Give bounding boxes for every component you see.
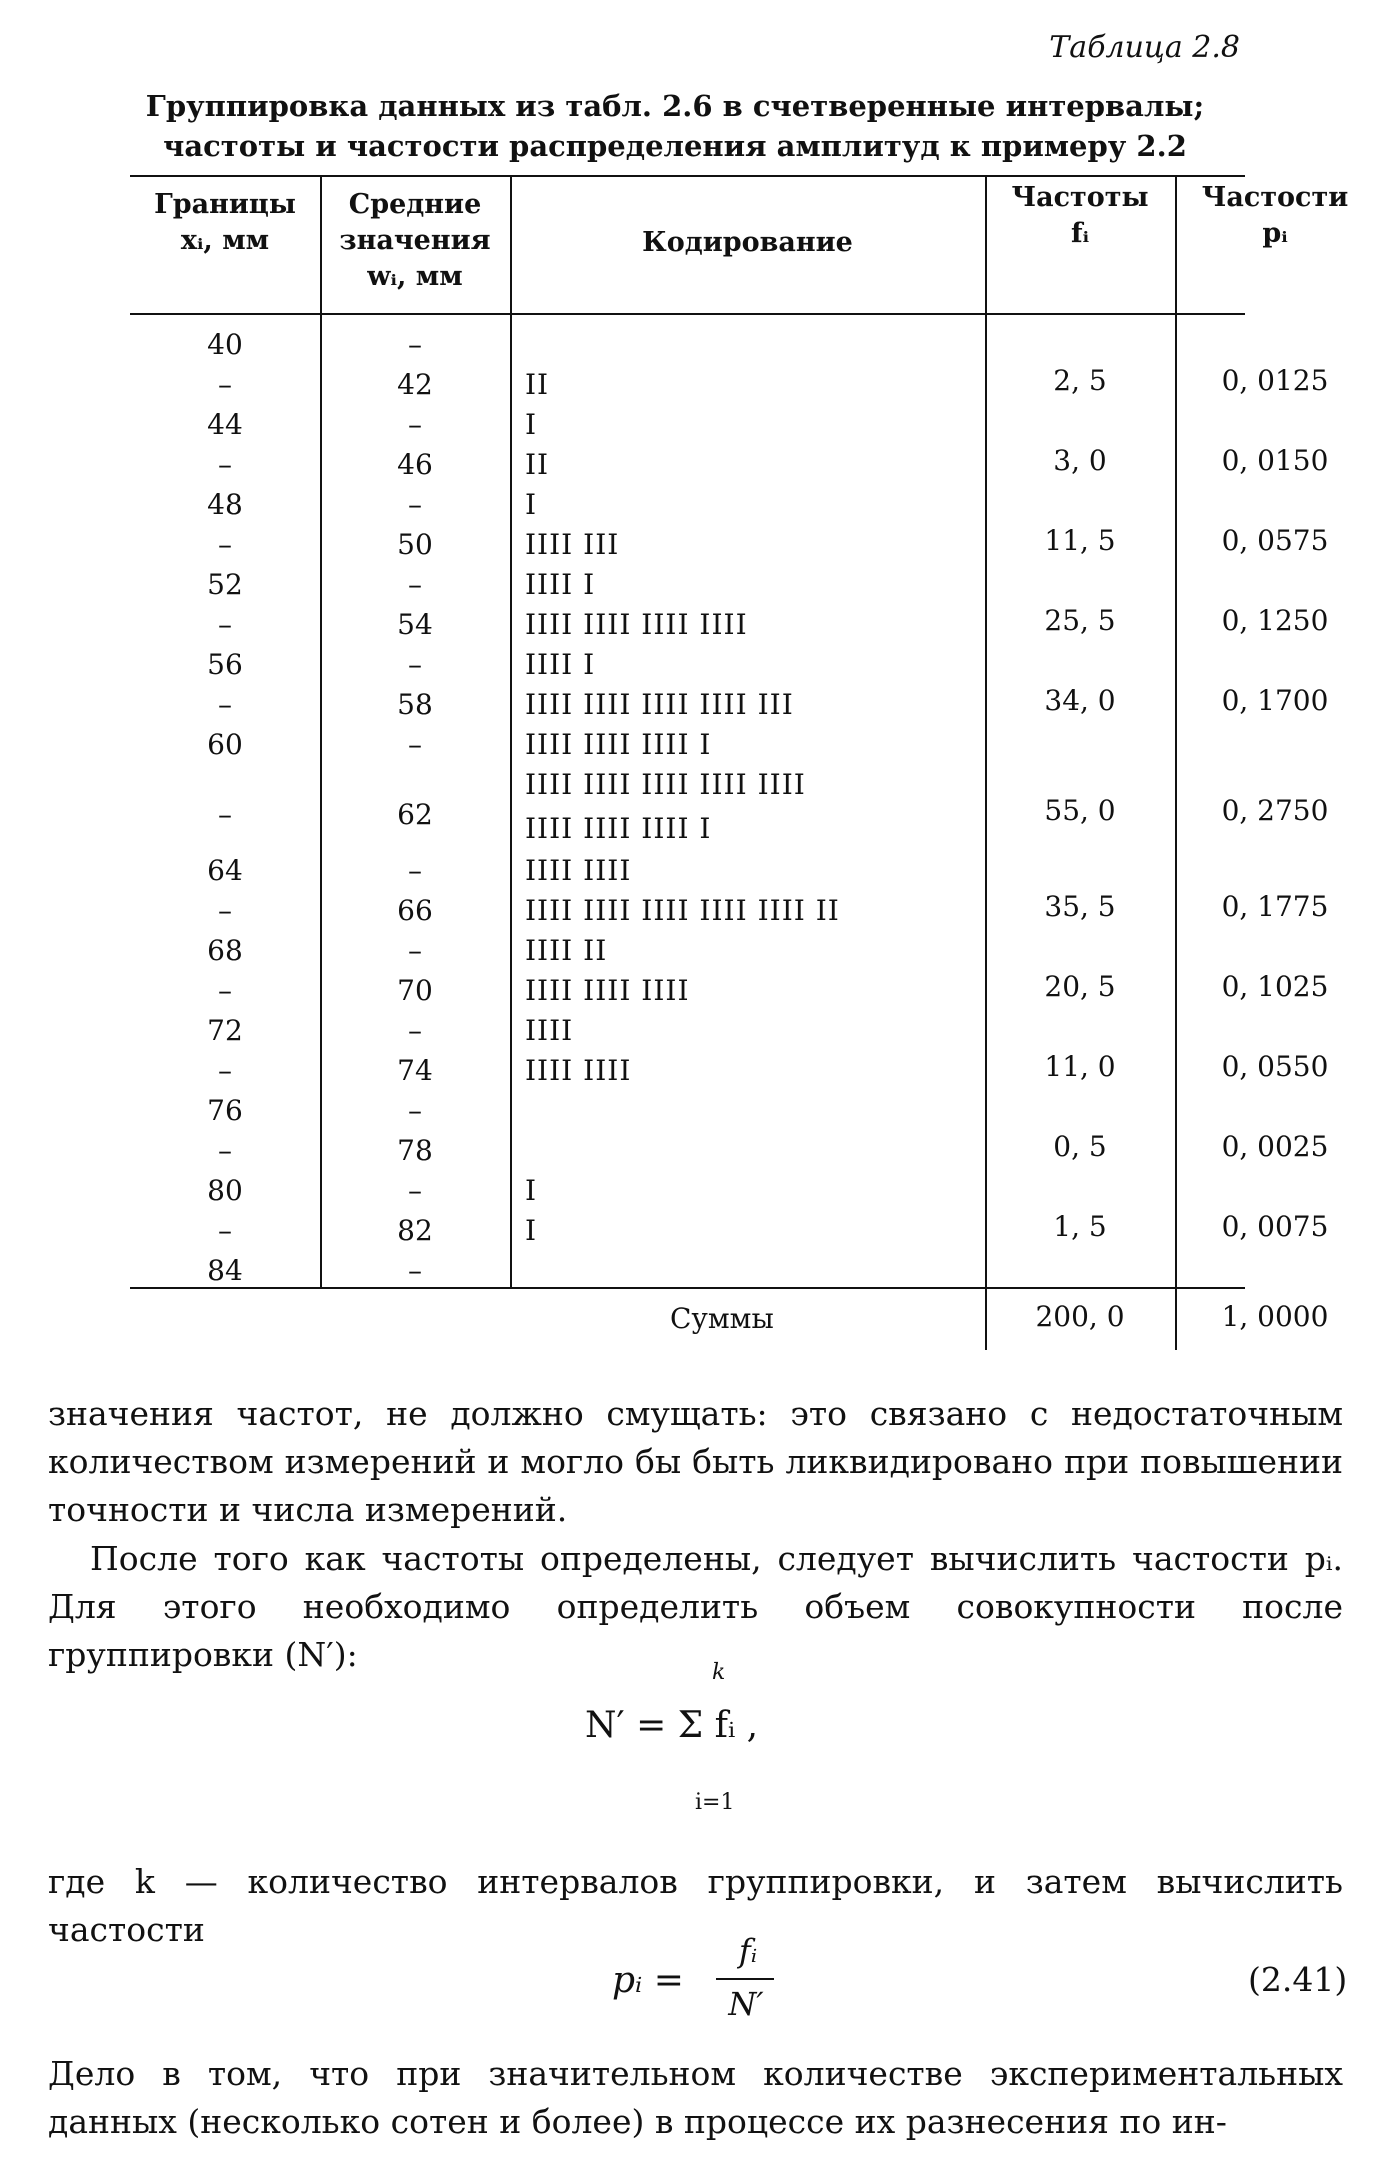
row-mean: –: [408, 728, 422, 761]
row-mean: 82: [397, 1214, 433, 1247]
formula-sum-lower-limit: i=1: [695, 1790, 735, 1815]
row-bound: –: [218, 448, 232, 481]
row-mean: –: [408, 1094, 422, 1127]
table-number-label: Таблица 2.8: [1049, 30, 1240, 65]
row-bound: –: [218, 688, 232, 721]
formula-ratio-left: pᵢ =: [612, 1960, 684, 2001]
sum-relative-frequency: 1, 0000: [1221, 1300, 1329, 1333]
row-tally: IIII IIII IIII: [525, 974, 690, 1007]
row-relative-frequency: 0, 0075: [1221, 1210, 1329, 1243]
row-mean: –: [408, 488, 422, 521]
header-means: Средние значения wᵢ, мм: [339, 189, 491, 292]
row-tally: I: [525, 408, 538, 441]
row-frequency: 0, 5: [1053, 1130, 1107, 1163]
row-mean: –: [408, 568, 422, 601]
paragraph-4: Дело в том, что при значительном количестве экспериментальных данных (несколько сотен и более) в процессе их разнесения по ин-: [48, 2054, 1343, 2141]
row-mean: 66: [397, 894, 433, 927]
row-frequency: 3, 0: [1053, 444, 1107, 477]
row-bound: –: [218, 974, 232, 1007]
row-bound: –: [218, 798, 232, 831]
row-tally: II: [525, 448, 550, 481]
row-bound: 80: [207, 1174, 243, 1207]
row-relative-frequency: 0, 0025: [1221, 1130, 1329, 1163]
row-relative-frequency: 0, 1250: [1221, 604, 1329, 637]
row-mean: –: [408, 1014, 422, 1047]
row-mean: 54: [397, 608, 433, 641]
row-tally: I: [525, 1174, 538, 1207]
row-frequency: 1, 5: [1053, 1210, 1107, 1243]
row-relative-frequency: 0, 0150: [1221, 444, 1329, 477]
row-relative-frequency: 0, 1775: [1221, 890, 1329, 923]
row-mean: 74: [397, 1054, 433, 1087]
row-bound: 40: [207, 328, 243, 361]
col-divider-3: [985, 175, 987, 1350]
row-tally: IIII IIII: [525, 854, 632, 887]
row-bound: –: [218, 608, 232, 641]
row-mean: 46: [397, 448, 433, 481]
row-bound: 44: [207, 408, 243, 441]
row-tally: IIII IIII IIII IIII IIII II: [525, 894, 840, 927]
row-tally: IIII IIII IIII IIII: [525, 608, 748, 641]
formula-sum-upper-limit: k: [712, 1660, 726, 1685]
col-divider-2: [510, 175, 512, 1287]
row-tally: IIII IIII: [525, 1054, 632, 1087]
formula-ratio-denominator: N′: [728, 1985, 764, 2023]
sum-frequency: 200, 0: [1035, 1300, 1125, 1333]
row-bound: 52: [207, 568, 243, 601]
row-mean: 42: [397, 368, 433, 401]
row-relative-frequency: 0, 2750: [1221, 794, 1329, 827]
header-bounds: Границы xᵢ, мм: [154, 189, 296, 256]
row-tally: IIII IIII IIII I: [525, 728, 712, 761]
row-mean: –: [408, 854, 422, 887]
row-frequency: 2, 5: [1053, 364, 1107, 397]
sums-label: Суммы: [670, 1302, 774, 1335]
row-tally: IIII I: [525, 568, 596, 601]
row-tally: IIII I: [525, 648, 596, 681]
formula-ratio-numerator: fᵢ: [738, 1932, 758, 1970]
row-bound: 68: [207, 934, 243, 967]
row-tally: IIII II: [525, 934, 608, 967]
equation-number: (2.41): [1248, 1960, 1348, 1999]
row-tally: I: [525, 488, 538, 521]
row-relative-frequency: 0, 0550: [1221, 1050, 1329, 1083]
row-relative-frequency: 0, 1700: [1221, 684, 1329, 717]
row-bound: 72: [207, 1014, 243, 1047]
row-mean: 58: [397, 688, 433, 721]
col-divider-4: [1175, 175, 1177, 1350]
header-frequency: Частоты fᵢ: [1011, 182, 1149, 249]
table-caption: [90, 86, 1260, 166]
row-mean: –: [408, 408, 422, 441]
row-bound: –: [218, 1054, 232, 1087]
table-header-rule: [130, 313, 1245, 315]
row-bound: 76: [207, 1094, 243, 1127]
caption-line-2: частоты и частости распределения амплитуд к примеру 2.2: [163, 129, 1187, 163]
row-relative-frequency: 0, 0575: [1221, 524, 1329, 557]
row-frequency: 20, 5: [1044, 970, 1116, 1003]
row-bound: 48: [207, 488, 243, 521]
row-mean: 78: [397, 1134, 433, 1167]
header-relative-frequency: Частости pᵢ: [1201, 182, 1349, 249]
header-coding: Кодирование: [642, 227, 853, 258]
row-tally: IIII IIII IIII IIII III: [525, 688, 794, 721]
row-mean: 62: [397, 798, 433, 831]
row-bound: 60: [207, 728, 243, 761]
row-bound: –: [218, 1134, 232, 1167]
row-tally: II: [525, 368, 550, 401]
row-mean: –: [408, 648, 422, 681]
row-bound: –: [218, 368, 232, 401]
row-tally-continued: IIII IIII IIII I: [525, 812, 712, 845]
row-tally: IIII IIII IIII IIII IIII: [525, 768, 806, 801]
row-frequency: 11, 0: [1044, 1050, 1116, 1083]
row-frequency: 25, 5: [1044, 604, 1116, 637]
caption-line-1: Группировка данных из табл. 2.6 в счетверенные интервалы;: [145, 89, 1205, 123]
row-relative-frequency: 0, 0125: [1221, 364, 1329, 397]
row-bound: 64: [207, 854, 243, 887]
paragraph-2: После того как частоты определены, следует вычислить частости pᵢ. Для этого необходимо определить объем совокупности после группировки (N′):: [48, 1539, 1343, 1674]
row-frequency: 35, 5: [1044, 890, 1116, 923]
row-bound: –: [218, 528, 232, 561]
row-frequency: 34, 0: [1044, 684, 1116, 717]
row-tally: IIII III: [525, 528, 620, 561]
row-mean: 50: [397, 528, 433, 561]
row-bound: 56: [207, 648, 243, 681]
formula-fraction-bar: [716, 1978, 774, 1980]
row-bound: –: [218, 1214, 232, 1247]
row-frequency: 55, 0: [1044, 794, 1116, 827]
paragraph-1: значения частот, не должно смущать: это связано с недостаточным количеством измерений и могло бы быть ликвидировано при повышении точности и числа измерений.: [48, 1394, 1343, 1529]
row-bound: 84: [207, 1254, 243, 1287]
row-tally: I: [525, 1214, 538, 1247]
row-mean: –: [408, 328, 422, 361]
row-tally: IIII: [525, 1014, 574, 1047]
formula-sum: N′ = Σ fᵢ ,: [585, 1705, 759, 1746]
row-frequency: 11, 5: [1044, 524, 1116, 557]
row-mean: –: [408, 1174, 422, 1207]
table-top-rule: [130, 175, 1245, 177]
row-mean: 70: [397, 974, 433, 1007]
row-bound: –: [218, 894, 232, 927]
row-mean: –: [408, 1254, 422, 1287]
row-relative-frequency: 0, 1025: [1221, 970, 1329, 1003]
row-mean: –: [408, 934, 422, 967]
paragraph-3: где k — количество интервалов группировки, и затем вычислить частости: [48, 1862, 1343, 1949]
